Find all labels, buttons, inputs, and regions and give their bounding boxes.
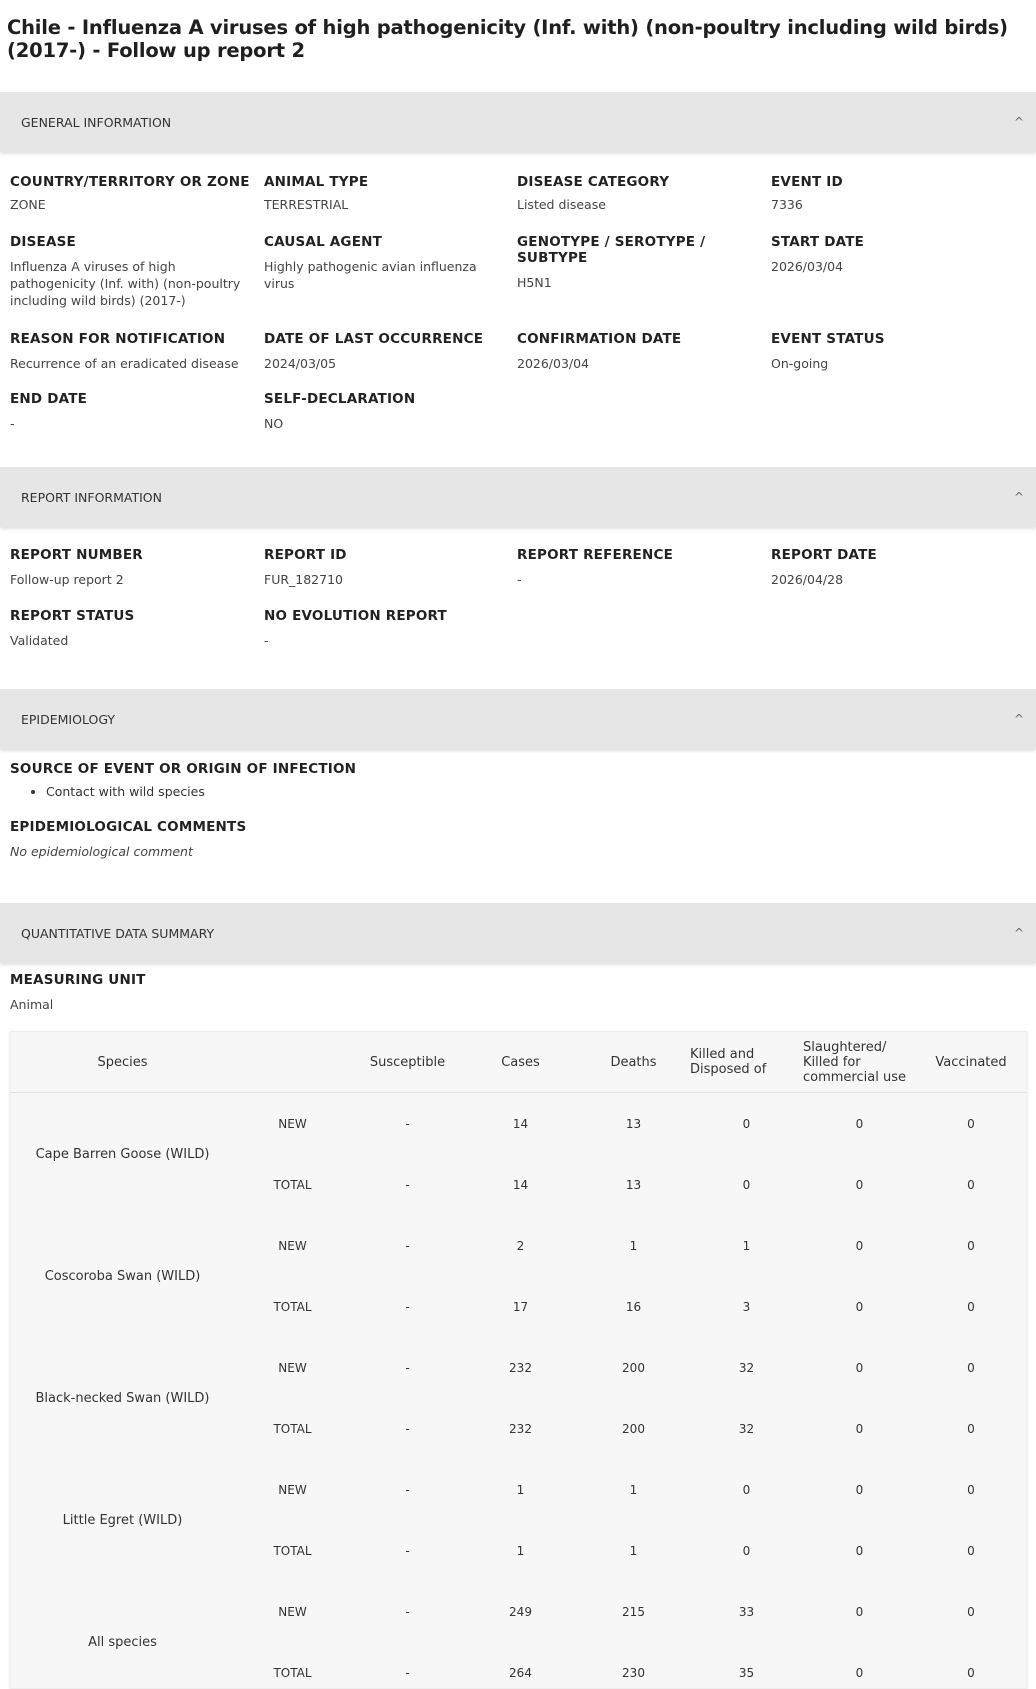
field-value: ZONE (10, 197, 46, 212)
table-row (11, 1337, 1026, 1398)
field-label: EPIDEMIOLOGICAL COMMENTS (10, 819, 247, 835)
page-title: Chile - Influenza A viruses of high pathogenicity (Inf. with) (non-poultry including wild birds) (2017-) - Follow up report 2 (7, 16, 1008, 62)
table-cell: 0 (967, 1360, 975, 1375)
field-report-date (771, 547, 883, 588)
species-cell: All species (88, 1634, 157, 1650)
table-cell: 0 (742, 1543, 751, 1558)
table-cell: 1 (629, 1543, 638, 1558)
table-cell: 0 (855, 1543, 864, 1558)
field-value: - (517, 572, 522, 587)
table-cell: 33 (738, 1604, 755, 1619)
table-cell: TOTAL (273, 1665, 312, 1680)
list-item: • Contact with wild species (46, 784, 362, 799)
field-value: FUR_182710 (264, 572, 343, 587)
field-label: CONFIRMATION DATE (517, 331, 682, 347)
field-label: REPORT REFERENCE (517, 547, 673, 563)
chevron-up-icon[interactable]: ^ (1013, 712, 1024, 726)
table-cell: 0 (967, 1177, 975, 1192)
section-title: EPIDEMIOLOGY (21, 711, 116, 727)
table-cell: 0 (855, 1177, 864, 1192)
field-value: H5N1 (517, 275, 552, 290)
field-start-date (771, 234, 870, 275)
field-value: 2026/03/04 (517, 356, 590, 371)
field-label: MEASURING UNIT (10, 972, 146, 988)
field-label: DATE OF LAST OCCURRENCE (264, 331, 484, 347)
table-cell: 0 (967, 1543, 975, 1558)
field-measuring-unit (10, 972, 152, 1013)
field-source-of-event (10, 761, 362, 799)
field-epidemiological-comments (10, 819, 252, 860)
table-cell: - (405, 1421, 410, 1436)
table-cell: 0 (742, 1116, 751, 1131)
section-title: QUANTITATIVE DATA SUMMARY (21, 925, 215, 941)
species-cell: Cape Barren Goose (WILD) (35, 1146, 210, 1162)
field-label: GENOTYPE / SEROTYPE / SUBTYPE (517, 234, 706, 266)
field-label: DISEASE (10, 234, 76, 250)
field-label: REPORT NUMBER (10, 547, 143, 563)
table-cell: NEW (278, 1604, 307, 1619)
field-label: EVENT ID (771, 174, 843, 190)
species-cell: Black-necked Swan (WILD) (35, 1390, 210, 1406)
table-cell: 0 (967, 1238, 975, 1253)
table-cell: - (405, 1360, 410, 1375)
field-report-status (10, 608, 140, 649)
field-date-last-occurrence (264, 331, 489, 372)
field-event-id (771, 174, 849, 213)
table-cell: 264 (509, 1665, 532, 1680)
field-value: 2024/03/05 (264, 356, 337, 371)
table-cell: 1 (629, 1482, 638, 1497)
table-cell: TOTAL (273, 1177, 312, 1192)
col-header-vaccinated: Vaccinated (916, 1032, 1026, 1093)
table-cell: - (405, 1238, 410, 1253)
table-cell: 13 (625, 1177, 642, 1192)
table-cell: NEW (278, 1238, 307, 1253)
field-value: Validated (10, 633, 69, 648)
table-cell: 13 (625, 1116, 642, 1131)
table-row (11, 1215, 1026, 1276)
field-value: Animal (10, 997, 54, 1012)
field-no-evolution-report (264, 608, 453, 649)
field-report-reference (517, 547, 679, 588)
table-cell: 32 (738, 1360, 755, 1375)
chevron-up-icon[interactable]: ^ (1013, 115, 1024, 129)
col-header-deaths: Deaths (577, 1032, 690, 1093)
field-value: - (10, 416, 15, 431)
field-value: No epidemiological comment (10, 844, 193, 859)
table-cell: - (405, 1665, 410, 1680)
field-label: SOURCE OF EVENT OR ORIGIN OF INFECTION (10, 761, 357, 777)
field-disease (10, 234, 260, 309)
field-confirmation-date (517, 331, 687, 372)
field-genotype (517, 234, 771, 291)
table-cell: - (405, 1482, 410, 1497)
table-cell: 0 (855, 1299, 864, 1314)
table-cell: 0 (742, 1482, 751, 1497)
species-cell: Coscoroba Swan (WILD) (44, 1268, 201, 1284)
table-cell: 232 (509, 1421, 532, 1436)
field-self-declaration (264, 391, 421, 432)
table-row (11, 1459, 1026, 1520)
col-header-type (234, 1032, 351, 1093)
section-header-epidemiology[interactable] (0, 689, 1036, 749)
section-header-report[interactable] (0, 467, 1036, 527)
table-cell: 1 (516, 1482, 525, 1497)
field-value: Follow-up report 2 (10, 572, 124, 587)
table-cell: 17 (512, 1299, 529, 1314)
field-value: NO (264, 416, 284, 431)
table-cell: 0 (855, 1421, 864, 1436)
field-reason-notification (10, 331, 262, 372)
table-cell: 16 (625, 1299, 642, 1314)
table-cell: TOTAL (273, 1543, 312, 1558)
field-label: REPORT ID (264, 547, 347, 563)
table-cell: 0 (967, 1665, 975, 1680)
field-animal-type (264, 174, 374, 213)
field-value: - (264, 633, 269, 648)
section-title: GENERAL INFORMATION (21, 114, 172, 130)
field-value: 2026/04/28 (771, 572, 844, 587)
table-cell: 200 (622, 1360, 645, 1375)
field-value: On-going (771, 356, 829, 371)
table-cell: TOTAL (273, 1421, 312, 1436)
table-cell: 232 (509, 1360, 532, 1375)
table-cell: - (405, 1543, 410, 1558)
field-report-id (264, 547, 353, 588)
field-label: CAUSAL AGENT (264, 234, 383, 250)
section-title: REPORT INFORMATION (21, 489, 162, 505)
table-cell: 215 (622, 1604, 645, 1619)
table-cell: 0 (855, 1604, 864, 1619)
field-label: COUNTRY/TERRITORY OR ZONE (10, 174, 250, 190)
general-information (0, 152, 1036, 467)
table-cell: - (405, 1116, 410, 1131)
field-label: EVENT STATUS (771, 331, 885, 347)
table-cell: NEW (278, 1360, 307, 1375)
field-label: SELF-DECLARATION (264, 391, 416, 407)
table-cell: NEW (278, 1116, 307, 1131)
table-cell: 0 (855, 1116, 864, 1131)
section-header-quantitative[interactable] (0, 903, 1036, 963)
table-row (11, 1093, 1026, 1155)
table-cell: 2 (516, 1238, 525, 1253)
field-end-date (10, 391, 93, 432)
table-cell: 0 (967, 1116, 975, 1131)
table-cell: 0 (967, 1299, 975, 1314)
quantitative-table (10, 1031, 1027, 1689)
field-event-status (771, 331, 891, 372)
table-cell: 200 (622, 1421, 645, 1436)
table-row (11, 1581, 1026, 1642)
field-disease-category (517, 174, 675, 213)
col-header-species: Species (11, 1032, 234, 1093)
table-cell: 1 (742, 1238, 751, 1253)
col-header-killed-disposed: Killed and Disposed of (690, 1032, 803, 1093)
field-label: ANIMAL TYPE (264, 174, 369, 190)
report-information (0, 527, 1036, 689)
field-value: Recurrence of an eradicated disease (10, 356, 239, 371)
field-label: REPORT STATUS (10, 608, 135, 624)
table-cell: 35 (738, 1665, 755, 1680)
table-cell: 0 (855, 1482, 864, 1497)
field-causal-agent (264, 234, 514, 292)
table-header-row (11, 1032, 1026, 1093)
table-cell: 249 (509, 1604, 532, 1619)
field-label: END DATE (10, 391, 88, 407)
chevron-up-icon[interactable]: ^ (1013, 490, 1024, 504)
species-cell: Little Egret (WILD) (62, 1512, 183, 1528)
table-cell: - (405, 1177, 410, 1192)
table-cell: 32 (738, 1421, 755, 1436)
field-value: TERRESTRIAL (264, 197, 349, 212)
field-value: Listed disease (517, 197, 606, 212)
field-label: REASON FOR NOTIFICATION (10, 331, 226, 347)
field-country-zone (10, 174, 256, 213)
col-header-susceptible: Susceptible (351, 1032, 464, 1093)
table-cell: 1 (516, 1543, 525, 1558)
field-value: Influenza A viruses of high pathogenicity (Inf. with) (non-poultry including wild birds) (2017-) (10, 259, 241, 308)
table-cell: 0 (855, 1360, 864, 1375)
chevron-up-icon[interactable]: ^ (1013, 926, 1024, 940)
table-cell: 14 (512, 1177, 529, 1192)
source-list (10, 784, 362, 799)
field-label: DISEASE CATEGORY (517, 174, 670, 190)
table-cell: 0 (967, 1482, 975, 1497)
col-header-cases: Cases (464, 1032, 577, 1093)
epidemiology (0, 749, 1036, 903)
table-cell: NEW (278, 1482, 307, 1497)
field-label: NO EVOLUTION REPORT (264, 608, 447, 624)
table-cell: 3 (742, 1299, 751, 1314)
table-cell: 0 (742, 1177, 751, 1192)
table-cell: 0 (967, 1604, 975, 1619)
field-label: REPORT DATE (771, 547, 877, 563)
table-cell: 230 (622, 1665, 645, 1680)
field-label: START DATE (771, 234, 865, 250)
section-header-general[interactable] (0, 92, 1036, 152)
table-cell: - (405, 1604, 410, 1619)
field-value: 7336 (771, 197, 803, 212)
table-cell: 0 (967, 1421, 975, 1436)
table-cell: TOTAL (273, 1299, 312, 1314)
field-report-number (10, 547, 149, 588)
table-cell: 1 (629, 1238, 638, 1253)
field-value: 2026/03/04 (771, 259, 844, 274)
table-cell: 14 (512, 1116, 529, 1131)
table-cell: - (405, 1299, 410, 1314)
table-cell: 0 (855, 1238, 864, 1253)
field-value: Highly pathogenic avian influenza virus (264, 259, 477, 291)
table-cell: 0 (855, 1665, 864, 1680)
col-header-slaughtered: Slaughtered/ Killed for commercial use (803, 1032, 916, 1093)
